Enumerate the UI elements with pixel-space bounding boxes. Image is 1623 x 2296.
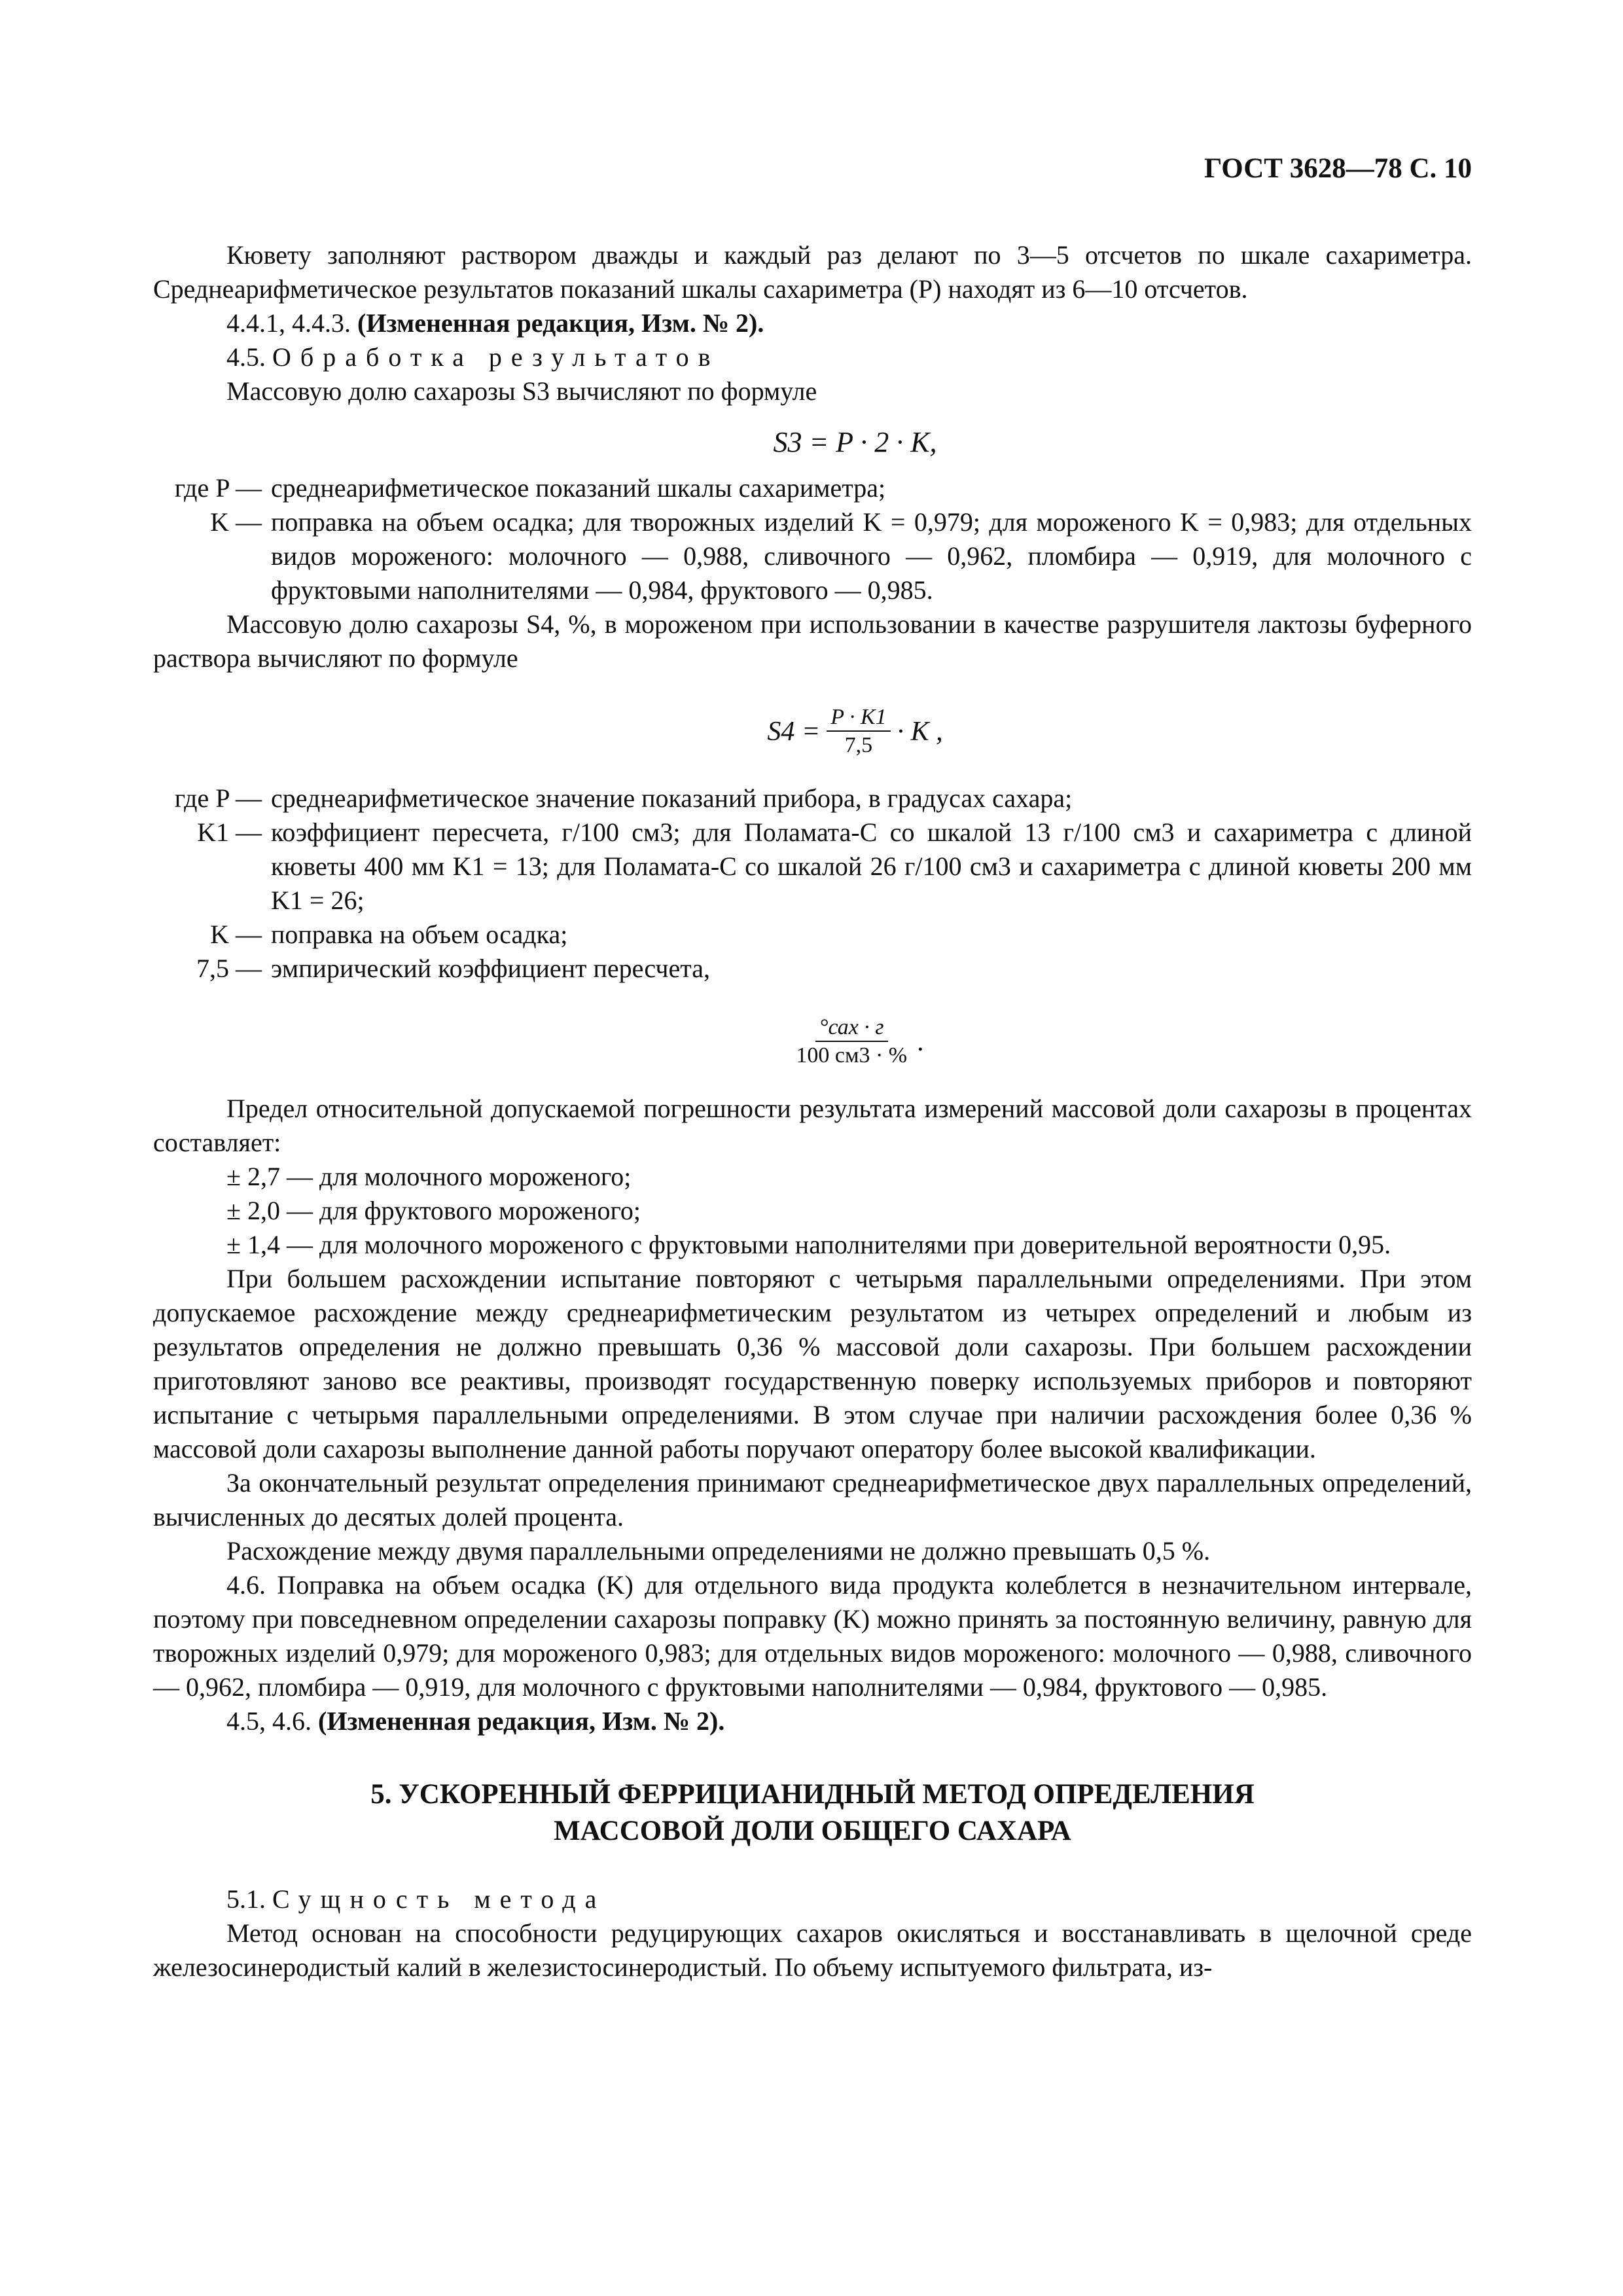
def-desc: поправка на объем осадка;: [271, 920, 568, 949]
section-4-5-heading: [153, 340, 1472, 374]
section-title: Сущность метода: [272, 1884, 606, 1914]
unit-fraction: [153, 1014, 1472, 1069]
formula-fraction: [827, 704, 890, 759]
section-number: 5.1.: [226, 1884, 266, 1914]
definitions-s4: [153, 781, 1472, 986]
fraction-numerator: P · K1: [827, 704, 890, 732]
definitions-s3: [153, 471, 1472, 607]
def-desc: эмпирический коэффициент пересчета,: [271, 954, 710, 983]
limit-item: ± 2,0 — для фруктового мороженого;: [226, 1196, 641, 1225]
paragraph-s4-intro: Массовую долю сахарозы S4, %, в мороженом при использовании в качестве разрушителя лактозы буферного раствора вычисляют по формуле: [153, 609, 1472, 673]
def-term: K —: [210, 507, 262, 537]
paragraph-difference: Расхождение между двумя параллельными определениями не должно превышать 0,5 %.: [226, 1536, 1211, 1566]
paragraph-final-result: За окончательный результат определения принимают среднеарифметическое двух параллельных определений, вычисленных до десятых долей процента.: [153, 1468, 1472, 1532]
formula-s3: S3 = P · 2 · K,: [773, 426, 937, 458]
def-desc: коэффициент пересчета, г/100 см3; для Поламата-С со шкалой 13 г/100 см3 и сахариметра с длиной кюветы 400 мм K1 = 13; для Поламата-С со шкалой 26 г/100 см3 и сахариметра с длиной кюветы 200 мм K1 = 26;: [271, 817, 1472, 915]
paragraph-cuvette: Кювету заполняют раствором дважды и каждый раз делают по 3—5 отсчетов по шкале сахариметра. Среднеарифметическое результатов показаний шкалы сахариметра (P) находят из 6—10 отсчетов.: [153, 240, 1472, 304]
def-term: где P —: [174, 783, 262, 813]
amendment-note-1: [153, 306, 1472, 340]
formula-rhs: · K ,: [897, 717, 943, 747]
unit-fraction-body: [792, 1014, 911, 1069]
section-5-title: [153, 1776, 1472, 1850]
paragraph-s3-intro: Массовую долю сахарозы S3 вычисляют по формуле: [226, 376, 817, 406]
unit-denominator: 100 см3 · %: [796, 1043, 908, 1067]
section-number: 4.5.: [226, 342, 266, 372]
limit-item: ± 1,4 — для молочного мороженого с фруктовыми наполнителями при доверительной вероятности 0,95.: [226, 1230, 1391, 1259]
amendment-note-2: [153, 1704, 1472, 1738]
limit-item: ± 2,7 — для молочного мороженого;: [226, 1162, 632, 1191]
def-term: K —: [210, 920, 262, 949]
document-page: [153, 151, 1472, 1984]
def-desc: поправка на объем осадка; для творожных изделий K = 0,979; для мороженого K = 0,983; для отдельных видов мороженого: молочного — 0,988, сливочного — 0,962, пломбира — 0,919, для молочного с фруктовыми наполнителями — 0,984, фруктового — 0,985.: [271, 507, 1472, 605]
amendment-text: (Измененная редакция, Изм. № 2).: [357, 308, 764, 338]
unit-tail: .: [918, 1027, 925, 1057]
def-term: K1 —: [197, 817, 262, 847]
def-desc: среднеарифметическое значение показаний прибора, в градусах сахара;: [271, 783, 1073, 813]
paragraph-error-limit: Предел относительной допускаемой погрешности результата измерений массовой доли сахарозы в процентах составляет:: [153, 1094, 1472, 1157]
def-term: где P —: [174, 473, 262, 503]
section-5-title-line: МАССОВОЙ ДОЛИ ОБЩЕГО САХАРА: [554, 1816, 1071, 1846]
section-title: Обработка результатов: [272, 342, 720, 372]
section-5-1-heading: [153, 1882, 1472, 1916]
paragraph-4-6: 4.6. Поправка на объем осадка (K) для отдельного вида продукта колеблется в незначительном интервале, поэтому при повседневном определении сахарозы поправку (K) можно принять за постоянную величину, равную для творожных изделий 0,979; для мороженого 0,983; для отдельных видов мороженого: молочного — 0,988, сливочного — 0,962, пломбира — 0,919, для молочного с фруктовыми наполнителями — 0,984, фруктового — 0,985.: [153, 1570, 1472, 1702]
section-5-title-line: 5. УСКОРЕННЫЙ ФЕРРИЦИАНИДНЫЙ МЕТОД ОПРЕДЕЛЕНИЯ: [370, 1779, 1255, 1810]
formula-lhs: S4 =: [767, 717, 821, 747]
def-desc: среднеарифметическое показаний шкалы сахариметра;: [271, 473, 886, 503]
formula-s4: [153, 704, 1472, 759]
def-term: 7,5 —: [196, 954, 262, 983]
unit-numerator: °сах · г: [815, 1014, 888, 1042]
paragraph-method-principle: Метод основан на способности редуцирующих сахаров окисляться и восстанавливать в щелочной среде железосинеродистый калий в железистосинеродистый. По объему испытуемого фильтрата, из-: [153, 1918, 1472, 1982]
paragraph-repeat-test: При большем расхождении испытание повторяют с четырьмя параллельными определениями. При этом допускаемое расхождение между среднеарифметическим результатом из четырех определений и любым из результатов определения не должно превышать 0,36 % массовой доли сахарозы. При большем расхождении приготовляют заново все реактивы, производят государственную поверку используемых приборов и повторяют испытание с четырьмя параллельными определениями. В этом случае при наличии расхождения более 0,36 % массовой доли сахарозы выполнение данной работы поручают оператору более высокой квалификации.: [153, 1264, 1472, 1463]
fraction-denominator: 7,5: [844, 733, 873, 757]
page-header: ГОСТ 3628—78 С. 10: [1204, 153, 1472, 184]
amendment-clauses: 4.5, 4.6.: [226, 1706, 312, 1736]
amendment-text: (Измененная редакция, Изм. № 2).: [318, 1706, 725, 1736]
amendment-clauses: 4.4.1, 4.4.3.: [226, 308, 351, 338]
